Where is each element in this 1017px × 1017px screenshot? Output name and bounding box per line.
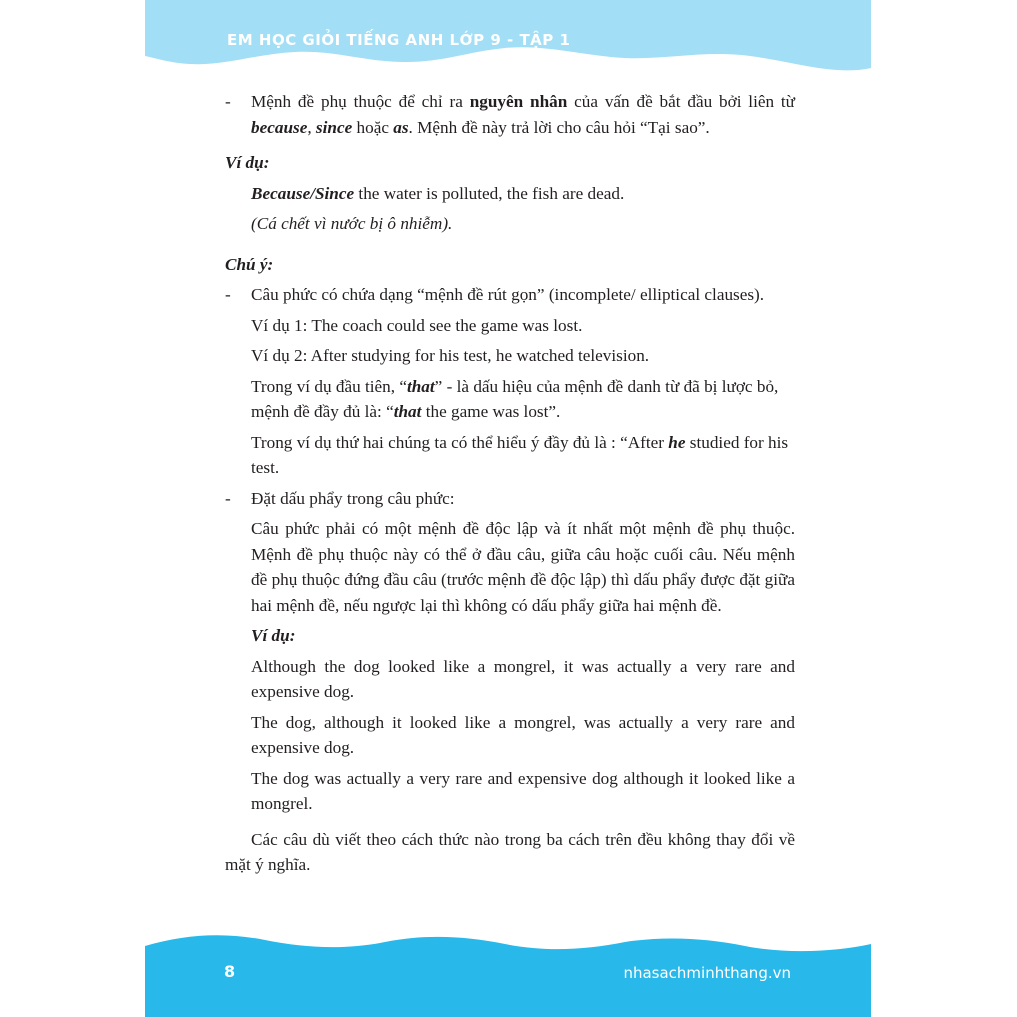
text: . Mệnh đề này trả lời cho câu hỏi “Tại sao”. (408, 117, 710, 137)
text: Trong ví dụ đầu tiên, “ (251, 376, 407, 396)
bullet-dash: - (225, 285, 231, 304)
paragraph-cause-clause (225, 89, 795, 140)
keyword: that (406, 376, 435, 396)
page-number: 8 (224, 962, 236, 981)
example-translation: (Cá chết vì nước bị ô nhiễm). (251, 214, 453, 233)
header-title: EM HỌC GIỎI TIẾNG ANH LỚP 9 - TẬP 1 (227, 31, 571, 49)
example-label: Ví dụ: (251, 626, 296, 645)
text: Mệnh đề phụ thuộc để chỉ ra (251, 92, 470, 111)
publisher-website: nhasachminhthang.vn (623, 964, 791, 982)
text: của vấn đề bắt đầu bởi liên từ (567, 92, 796, 111)
example-3: The dog was actually a very rare and expensive dog although it looked like a mongrel. (251, 768, 795, 813)
bullet-dash: - (225, 488, 231, 508)
bold-term: nguyên nhân (469, 92, 568, 111)
text: ” - là dấu hiệu của mệnh đề danh từ đã bị lược bỏ, mệnh đề đầy đủ là: “ (251, 376, 779, 421)
keyword: because (251, 117, 308, 137)
keyword: since (315, 117, 353, 137)
conclusion-paragraph: Các câu dù viết theo cách thức nào trong ba cách trên đều không thay đổi về mặt ý nghĩa. (225, 829, 795, 874)
note-item-comma (225, 486, 795, 817)
note-item-elliptical (225, 282, 795, 481)
text: the water is polluted, the fish are dead. (354, 183, 625, 203)
example-2: The dog, although it looked like a mongrel, was actually a very rare and expensive dog. (251, 712, 795, 757)
example-sentence (225, 181, 795, 207)
comma-rule-paragraph: Câu phức phải có một mệnh đề độc lập và ít nhất một mệnh đề phụ thuộc. Mệnh đề phụ thuộc này có thể ở đầu câu, giữa câu hoặc cuối câu. Nếu mệnh đề phụ thuộc đứng đầu câu (trước mệnh đề độc lập) thì dấu phẩy được đặt giữa hai mệnh đề, nếu ngược lại thì không có dấu phẩy giữa hai mệnh đề. (251, 519, 795, 615)
explanation-1 (251, 374, 795, 425)
book-page (145, 0, 871, 1017)
example-label: Ví dụ: (225, 153, 270, 172)
text: Trong ví dụ thứ hai chúng ta có thể hiểu ý đầy đủ là : “After (251, 432, 669, 452)
example-2: Ví dụ 2: After studying for his test, he watched television. (251, 346, 650, 365)
text: studied for his test. (251, 432, 789, 477)
example-1: Ví dụ 1: The coach could see the game was lost. (251, 315, 583, 335)
explanation-2 (251, 430, 795, 481)
page-content (225, 89, 795, 878)
keyword: as (393, 117, 409, 137)
keyword: that (393, 402, 422, 421)
text: hoặc (352, 117, 394, 137)
text: the game was lost”. (421, 402, 561, 421)
text: , (307, 117, 316, 137)
keyword: he (668, 432, 686, 452)
example-1: Although the dog looked like a mongrel, it was actually a very rare and expensive dog. (251, 656, 795, 701)
bullet-dash: - (225, 92, 231, 111)
note-line: Đặt dấu phẩy trong câu phức: (251, 488, 455, 508)
note-line: Câu phức có chứa dạng “mệnh đề rút gọn” (incomplete/ elliptical clauses). (251, 285, 765, 304)
note-label: Chú ý: (225, 254, 274, 274)
keyword: Because/Since (251, 183, 355, 203)
